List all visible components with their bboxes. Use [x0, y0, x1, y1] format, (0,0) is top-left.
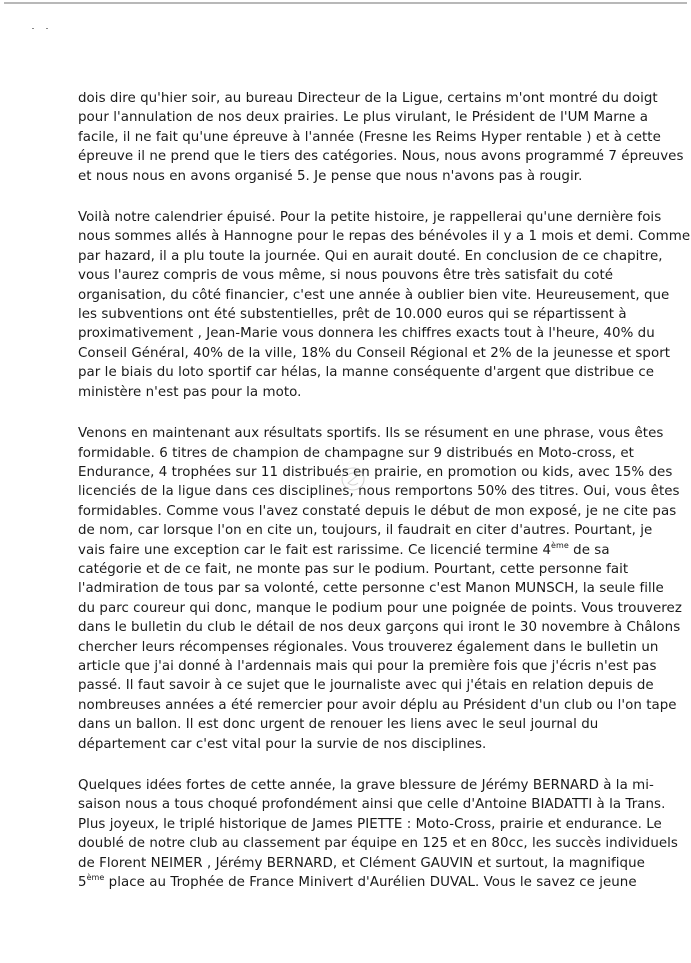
line-text: article que j'ai donné à l'ardennais mais qui pour la première fois que j'écris n'est pas	[78, 658, 657, 674]
line-text: Conseil Général, 40% de la ville, 18% du Conseil Régional et 2% de la jeunesse et sport	[78, 345, 671, 361]
scan-speck	[46, 28, 48, 29]
text-line	[78, 795, 666, 814]
line-text: dois dire qu'hier soir, au bureau Directeur de la Ligue, certains m'ont montré du doigt	[78, 91, 658, 106]
line-text-continued: place au Trophée de France Minivert d'Aurélien DUVAL. Vous le savez ce jeune	[104, 875, 637, 891]
text-line	[78, 873, 637, 892]
line-text-continued: de sa	[568, 542, 610, 558]
line-text: formidable. 6 titres de champion de champagne sur 9 distribués en Moto-cross, et	[78, 445, 634, 461]
text-line	[78, 560, 629, 579]
superscript-suffix: ème	[551, 540, 569, 550]
line-text: de Florent NEIMER , Jérémy BERNARD, et Clément GAUVIN et surtout, la magnifique	[78, 855, 645, 871]
text-line	[78, 599, 682, 618]
line-text: de nom, car lorsque l'on en cite un, toujours, il faudrait en citer d'autres. Pourtant, je	[78, 523, 653, 539]
line-text: l'admiration de tous par sa volonté, cette personne c'est Manon MUNSCH, la seule fille	[78, 581, 664, 597]
line-text: et nous nous en avons organisé 5. Je pense que nous n'avons pas à rougir.	[78, 168, 583, 184]
line-text: formidables. Comme vous l'avez constaté depuis le début de mon exposé, je ne cite pas	[78, 503, 677, 519]
text-line	[78, 344, 671, 363]
text-line	[78, 383, 610, 402]
text-line	[78, 776, 654, 795]
line-text: facile, il ne fait qu'une épreuve à l'année (Fresne les Reims Hyper rentable ) et à cette	[78, 129, 661, 145]
text-line	[78, 266, 614, 285]
line-text: vais faire une exception car le fait est rarissime. Ce licencié termine 4	[78, 542, 552, 558]
line-text: doublé de notre club au classement par équipe en 125 et en 80cc, les succès individuels	[78, 836, 678, 852]
line-text: vous l'aurez compris de vous même, si nous pouvons être très satisfait du coté	[78, 268, 614, 284]
text-line	[78, 89, 658, 108]
line-text: épreuve il ne prend que le tiers des catégories. Nous, nous avons programmé 7 épreuves	[78, 149, 684, 165]
scan-speck	[32, 28, 34, 29]
line-text: Voilà notre calendrier épuisé. Pour la petite histoire, je rappellerai qu'une dernière fois	[78, 210, 662, 226]
line-text: licenciés de la ligue dans ces disciplines, nous remportons 50% des titres. Oui, vous êtes	[78, 484, 680, 500]
text-line	[78, 305, 627, 324]
text-line	[78, 657, 657, 676]
line-text: par le biais du loto sportif car hélas, la manne conséquente d'argent que distribue ce	[78, 365, 655, 381]
line-text: 5	[78, 875, 87, 891]
text-line	[78, 108, 648, 127]
top-border-line	[4, 2, 687, 4]
paragraph-4	[78, 776, 678, 892]
line-text: nous sommes allés à Hannogne pour le repas des bénévoles il y a 1 mois et demi. Comme	[78, 229, 691, 245]
line-text: nombreuses années a été remercier pour avoir déplu au Président d'un club ou l'on tape	[78, 697, 677, 713]
text-line	[78, 521, 653, 540]
text-line	[78, 638, 659, 657]
text-line	[78, 247, 663, 266]
line-text: Plus joyeux, le triplé historique de James PIETTE : Moto-Cross, prairie et endurance. Le	[78, 816, 662, 832]
text-line	[78, 444, 634, 463]
line-text: saison nous a tous choqué profondément ainsi que celle d'Antoine BIADATTI à la Trans.	[78, 797, 666, 813]
text-line	[78, 834, 678, 853]
text-line	[78, 208, 662, 227]
text-line	[78, 324, 655, 343]
line-text: dans le bulletin du club le détail de nos deux garçons qui iront le 30 novembre à Châlons	[78, 620, 681, 636]
text-line	[78, 579, 664, 598]
text-line	[78, 735, 610, 754]
text-line	[78, 815, 662, 834]
line-text: du parc coureur qui donc, manque le podium pour une poignée de points. Vous trouverez	[78, 600, 682, 616]
text-line	[78, 286, 670, 305]
text-line	[78, 502, 677, 521]
text-line	[78, 128, 661, 147]
superscript-suffix: ème	[86, 873, 105, 883]
document-body	[78, 89, 691, 914]
text-line	[78, 227, 691, 246]
text-line	[78, 541, 610, 560]
line-text: Quelques idées fortes de cette année, la grave blessure de Jérémy BERNARD à la mi-	[78, 778, 654, 793]
text-line	[78, 715, 610, 734]
text-line	[78, 363, 655, 382]
text-line	[78, 618, 681, 637]
text-line	[78, 676, 654, 695]
text-line	[78, 424, 664, 443]
line-text: catégorie et de ce fait, ne monte pas sur le podium. Pourtant, cette personne fait	[78, 561, 629, 577]
line-text: proximativement , Jean-Marie vous donnera les chiffres exacts tout à l'heure, 40% du	[78, 326, 655, 342]
line-text: chercher leurs récompenses régionales. Vous trouverez également dans le bulletin un	[78, 639, 659, 655]
line-text: dans un ballon. Il est donc urgent de renouer les liens avec le seul journal du	[78, 717, 599, 733]
line-text: les subventions ont été substentielles, prêt de 10.000 euros qui se répartissent à	[78, 307, 627, 323]
text-line	[78, 167, 610, 186]
line-text: organisation, du côté financier, c'est une année à oublier bien vite. Heureusement, que	[78, 287, 670, 303]
paragraph-2	[78, 208, 691, 402]
line-text: par hazard, il a plu toute la journée. Qui en aurait douté. En conclusion de ce chapitre,	[78, 248, 663, 264]
line-text: Venons en maintenant aux résultats sportifs. Ils se résument en une phrase, vous êtes	[78, 426, 664, 442]
line-text: pour l'annulation de nos deux prairies. Le plus virulant, le Président de l'UM Marne a	[78, 110, 648, 126]
paragraph-1	[78, 89, 684, 186]
line-text: département car c'est vital pour la survie de nos disciplines.	[78, 736, 487, 752]
line-text: Endurance, 4 trophées sur 11 distribués en prairie, en promotion ou kids, avec 15% des	[78, 464, 673, 480]
watermark-logo-icon	[340, 466, 366, 492]
text-line	[78, 147, 684, 166]
line-text: ministère n'est pas pour la moto.	[78, 384, 302, 400]
text-line	[78, 854, 645, 873]
text-line	[78, 696, 677, 715]
line-text: passé. Il faut savoir à ce sujet que le journaliste avec qui j'étais en relation depuis de	[78, 678, 654, 694]
